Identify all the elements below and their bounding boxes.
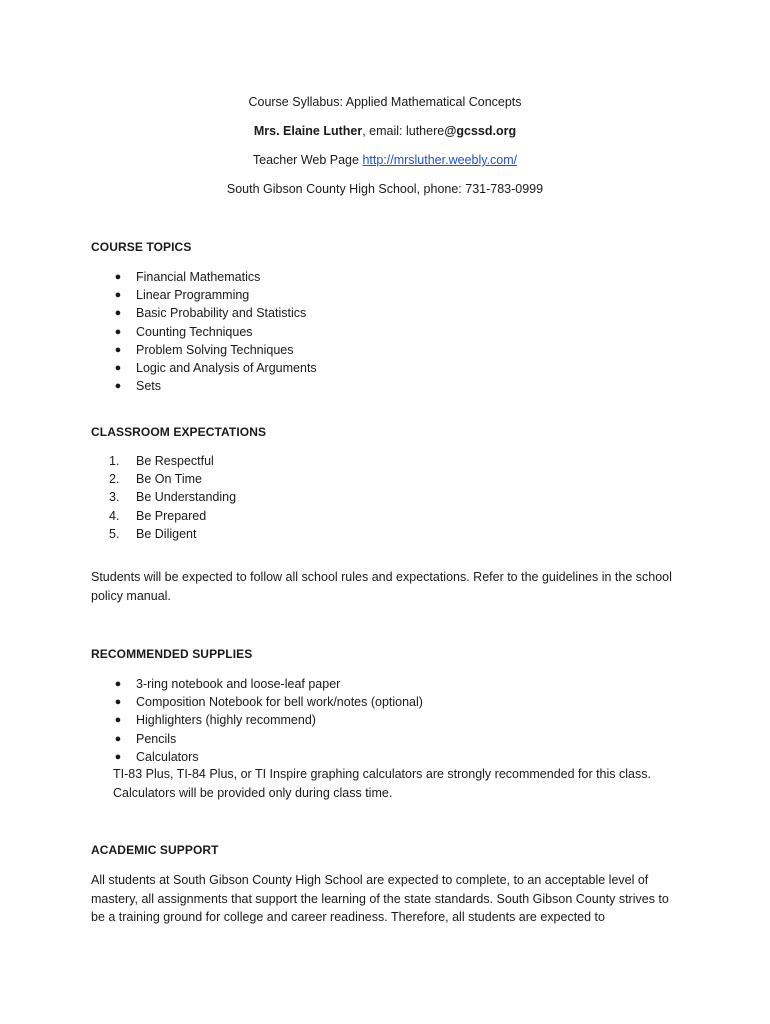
list-item: ● Composition Notebook for bell work/notes (optional)	[91, 693, 423, 711]
recommended-supplies-list	[91, 675, 423, 766]
bullet-icon: ●	[114, 271, 122, 283]
bullet-icon: ●	[114, 732, 122, 745]
web-page-link[interactable]: http://mrsluther.weebly.com/	[362, 153, 518, 167]
bullet-icon: ●	[114, 678, 122, 690]
course-topics-heading: COURSE TOPICS	[91, 240, 192, 254]
list-item: 5. Be Diligent	[109, 526, 197, 541]
teacher-name: Mrs. Elaine Luther	[253, 124, 363, 138]
academic-support-paragraph: All students at South Gibson County High School are expected to complete, to an acceptable level of mastery, all assignments that support the learning of the state standards. South Gibson County strives to be a training ground for college and career readiness. Therefore, all students are expected to	[91, 873, 669, 924]
bullet-icon: ●	[114, 307, 122, 320]
list-item: ● Calculators	[91, 748, 423, 766]
bullet-icon: ●	[114, 380, 122, 393]
list-item: ● Pencils	[91, 730, 423, 748]
list-item: 1. Be Respectful	[109, 454, 214, 468]
list-item: ● Problem Solving Techniques	[91, 341, 317, 359]
list-item: ● Linear Programming	[91, 286, 317, 304]
recommended-supplies-heading: RECOMMENDED SUPPLIES	[91, 647, 253, 661]
list-item: ● Basic Probability and Statistics	[91, 304, 317, 322]
classroom-expectations-list	[91, 452, 236, 543]
list-item: ● 3-ring notebook and loose-leaf paper	[91, 675, 423, 693]
list-item: 2. Be On Time	[109, 472, 202, 487]
list-item: ● Logic and Analysis of Arguments	[91, 359, 317, 377]
bullet-icon: ●	[114, 325, 122, 338]
list-item: ● Financial Mathematics	[91, 268, 317, 286]
teacher-contact-line	[0, 122, 770, 140]
email-prefix: , email: luthere	[362, 124, 445, 138]
list-item: 3. Be Understanding	[109, 490, 237, 505]
classroom-expectations-heading: CLASSROOM EXPECTATIONS	[91, 425, 267, 439]
bullet-icon: ●	[114, 750, 122, 763]
course-title: Course Syllabus: Applied Mathematical Concepts	[248, 95, 522, 109]
web-page-line	[0, 151, 770, 169]
calculator-note: TI-83 Plus, TI-84 Plus, or TI Inspire graphing calculators are strongly recommended for this class. Calculators will be provided only during class time.	[113, 767, 651, 800]
list-item: 4. Be Prepared	[109, 508, 207, 523]
bullet-icon: ●	[114, 696, 122, 709]
course-topics-list	[91, 268, 317, 395]
list-item: ● Sets	[91, 377, 317, 395]
bullet-icon: ●	[114, 361, 122, 374]
school-rules-paragraph: Students will be expected to follow all school rules and expectations. Refer to the guidelines in the school policy manual.	[91, 570, 672, 603]
web-page-label: Teacher Web Page	[252, 153, 363, 167]
bullet-icon: ●	[114, 714, 122, 727]
email-domain: @gcssd.org	[444, 124, 517, 138]
list-item: ● Counting Techniques	[91, 323, 317, 341]
school-phone-line: South Gibson County High School, phone: 731-783-0999	[226, 182, 544, 196]
academic-support-heading: ACADEMIC SUPPORT	[91, 843, 219, 857]
bullet-icon: ●	[114, 289, 122, 302]
list-item: ● Highlighters (highly recommend)	[91, 711, 423, 729]
bullet-icon: ●	[114, 343, 122, 356]
